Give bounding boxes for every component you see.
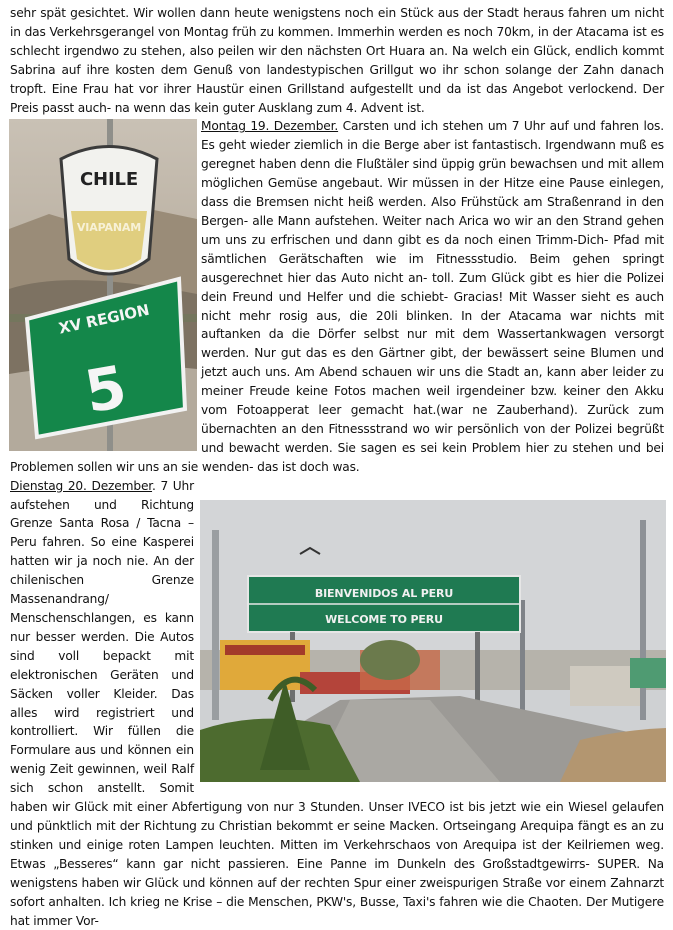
entry-monday-text: Carsten und ich stehen um 7 Uhr auf und fahren los. Es geht wieder ziemlich in die Berge aber ist fantastisch. Irgendwann muß es geregnet haben denn die Flußtäler sind üppig grün bewachsen und mit allem möglichen Gemüse angebaut. Wir müssen in der Hitze eine Pause einlegen, dass die Bremsen nicht heiß werden. Also Frühstück am Straßenrand in den Bergen- alle Mann aufstehen. Weiter nach Arica wo wir an den Strand gehen um uns zu erfrischen und dann gibt es da noch einen Trimm-Dich- Pfad mit sämtlichen Gerätschaften wie im Fitnessstudio. Beim gehen springt ausgerechnet hier das Auto nicht an- toll. Zum Glück gibt es hier die Polizei dein Freund und Helfer und die schiebt- Gracias! Mit Wasser sieht es auch nicht mehr rosig aus, die 20li blinken. In der Atacama war nichts mit auftanken da die Dörfer selbst nur mit dem Wassertankwagen versorgt werden. Nur gut das es den Gärtner gibt, der bewässert seine Blumen und jetzt auch uns. Am Abend schauen wir uns die Stadt an, kann aber leider zu meiner Freude keine Fotos machen weil irgendeiner bzw. keiner den Akku vom Fotoapperat leer gemacht hat.(war ne Zauberhand). Zurück zum übernachten an den Fitnessstrand wo wir persönlich von der Polizei begrüßt und bewacht werden. Sie sagen es sei kein Problem hier zu stehen und bei Problemen sollen wir uns an sie wenden- das ist doch was. xyxy=(10,119,664,474)
entry-tuesday-date: Dienstag 20. Dezember xyxy=(10,478,153,493)
entry-tuesday-text: . 7 Uhr aufstehen und Richtung Grenze Santa Rosa / Tacna – Peru fahren. So eine Kasperei hatten wir ja noch nie. An der chilenischen Grenze Massenandrang/ Menschenschlangen, es kann nur besser werden. Die Autos sind voll bepackt mit elektronischen Geräten und Säcken voller Kleider. Das alles wird registriert und kontrolliert. Wir füllen die Formulare aus und können ein wenig Zeit gewinnen, weil Ralf sich schon anstellt. Somit haben wir Glück mit einer Abfertigung von nur 3 Stunden. Unser IVECO ist bis jetzt wie ein Wiesel gelaufen und pünktlich mit der Richtung zu Christian bekommt er seine Macken. Ortseingang Arequipa fängt es an zu stinken und einige roten Lampen leuchten. Mitten im Verkehrschaos von Arequipa ist der Keilriemen weg. Etwas „Besseres“ kann gar nicht passieren. Eine Panne im Dunkeln des Großstadtgewirrs- SUPER. Na wenigstens haben wir Glück und können auf der rechten Spur einer zweispurigen Straße vor einem Zahnarzt sofort anhalten. Ich krieg ne Krise – die Menschen, PKW's, Busse, Taxi's fahren wie die Chaoten. Der Mutigere hat immer Vor- xyxy=(10,478,664,928)
entry-monday-date: Montag 19. Dezember. xyxy=(201,119,339,134)
sign-region-text: XV REGION xyxy=(57,301,151,338)
sign-welcome-text: WELCOME TO PERU xyxy=(325,612,443,626)
photo-peru-border xyxy=(200,500,666,782)
paragraph-intro: sehr spät gesichtet. Wir wollen dann heute wenigstens noch ein Stück aus der Stadt heraus fahren um nicht in das Verkehrsgerangel von Montag früh zu kommen. Immerhin werden es noch 70km, in der Atacama ist es schlecht irgendwo zu stehen, also peilen wir den nächsten Ort Huara an. Na welch ein Glück, endlich kommt Sabrina auf ihre kosten dem Genuß von landestypischen Grillgut wo ihr schon solange der Zahn danach tropft. Eine Frau hat vor ihrer Haustür einen Grillstand aufgestellt und da ist das Angebot verlockend. Der Preis passt auch- na wenn das kein guter Ausklang zum 4. Advent ist. xyxy=(10,6,664,115)
photo-chile-road-signs xyxy=(9,119,197,451)
sign-bienvenidos-text: BIENVENIDOS AL PERU xyxy=(314,586,454,600)
sign-route-number: 5 xyxy=(79,352,132,427)
document-page xyxy=(10,4,664,928)
sign-chile-text: CHILE xyxy=(80,169,138,191)
sign-viapanam-text: VIAPANAM xyxy=(76,221,142,235)
